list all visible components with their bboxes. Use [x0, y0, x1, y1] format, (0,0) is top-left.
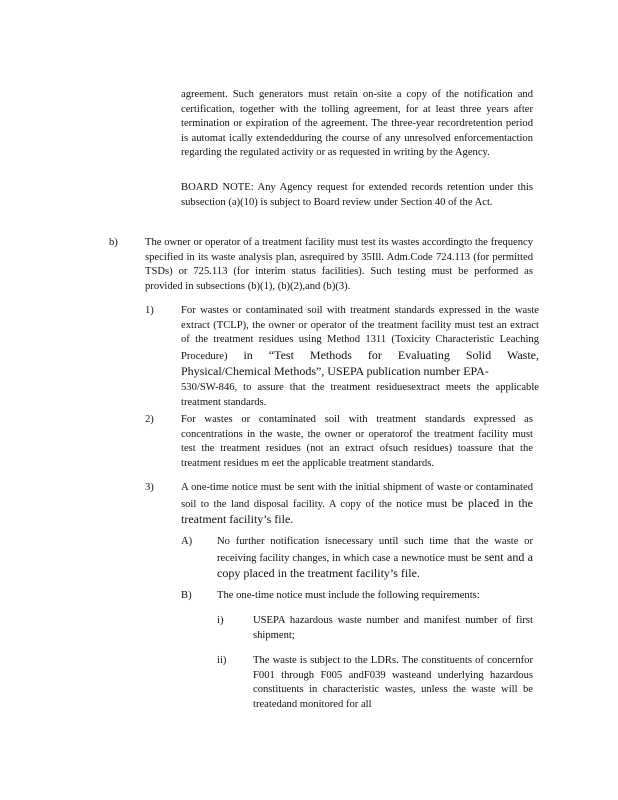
- label-b: b): [109, 237, 118, 248]
- label-B: B): [181, 590, 192, 601]
- b1-text-a: For wastes or contaminated soil with treatment standards expressed in the waste extract (TCLP), the owner or operator of the treatment facility must test an extract of the treatment residues using Method 1311 (Toxicity Characteristic Leaching Procedure): [181, 305, 539, 362]
- paragraph-B: The one-time notice must include the following requirements:: [217, 590, 480, 601]
- b3-text-a: A one-time notice must be sent with the initial shipment of waste or contaminated soil to the land disposal facility. A copy of the notice must: [181, 482, 533, 510]
- paragraph-b1: [181, 304, 539, 410]
- label-b1: 1): [145, 305, 154, 316]
- A-text-b: sent and a copy placed in the treatment facility’s file.: [217, 549, 533, 581]
- b3-text-b: be placed in the treatment facility’s file.: [181, 495, 533, 527]
- paragraph-b2: For wastes or contaminated soil with treatment standards expressed as concentrations in the waste, the owner or operatorof the treatment facility must test the treatment residues (not an extract ofsuch residues) toassure that the treatment residues m eet the applicable treatment standards.: [181, 414, 533, 469]
- b1-text-c: 530/SW-846, to assure that the treatment residuesextract meets the applicable treatment standards.: [181, 381, 539, 408]
- paragraph-ii: The waste is subject to the LDRs. The constituents of concernfor F001 through F005 andF039 wasteand underlying hazardous constituents in characteristic wastes, unless the waste will be treatedand monitored for all: [253, 655, 533, 710]
- paragraph-b3: [181, 481, 533, 529]
- label-b2: 2): [145, 414, 154, 425]
- A-text-a: No further notification isnecessary until such time that the waste or receiving facility changes, in which case a newnotice must be: [217, 536, 533, 564]
- b1-text-b: in “Test Methods for Evaluating Solid Waste, Physical/Chemical Methods”, USEPA publication number EPA-: [181, 347, 539, 379]
- paragraph-i: USEPA hazardous waste number and manifest number of first shipment;: [253, 615, 533, 641]
- board-note: BOARD NOTE: Any Agency request for extended records retention under this subsection (a)(10) is subject to Board review under Section 40 of the Act.: [181, 182, 533, 208]
- paragraph-A: [217, 535, 533, 583]
- label-i: i): [217, 615, 224, 626]
- paragraph-b: The owner or operator of a treatment facility must test its wastes accordingto the frequency specified in its waste analysis plan, asrequired by 35Ill. Adm.Code 724.113 (for permitted TSDs) or 725.113 (for interim status facilities). Such testing must be performed as provided in subsections (b)(1), (b)(2),and (b)(3).: [145, 237, 533, 292]
- label-b3: 3): [145, 482, 154, 493]
- label-ii: ii): [217, 655, 227, 666]
- label-A: A): [181, 536, 193, 547]
- paragraph-agreement: agreement. Such generators must retain on-site a copy of the notification and certification, together with the tolling agreement, for at least three years after termination or expiration of the agreement. The three-year recordretention period is automat ically extendedduring the course of any unresolved enforcementaction regarding the regulated activity or as requested in writing by the Agency.: [181, 89, 533, 159]
